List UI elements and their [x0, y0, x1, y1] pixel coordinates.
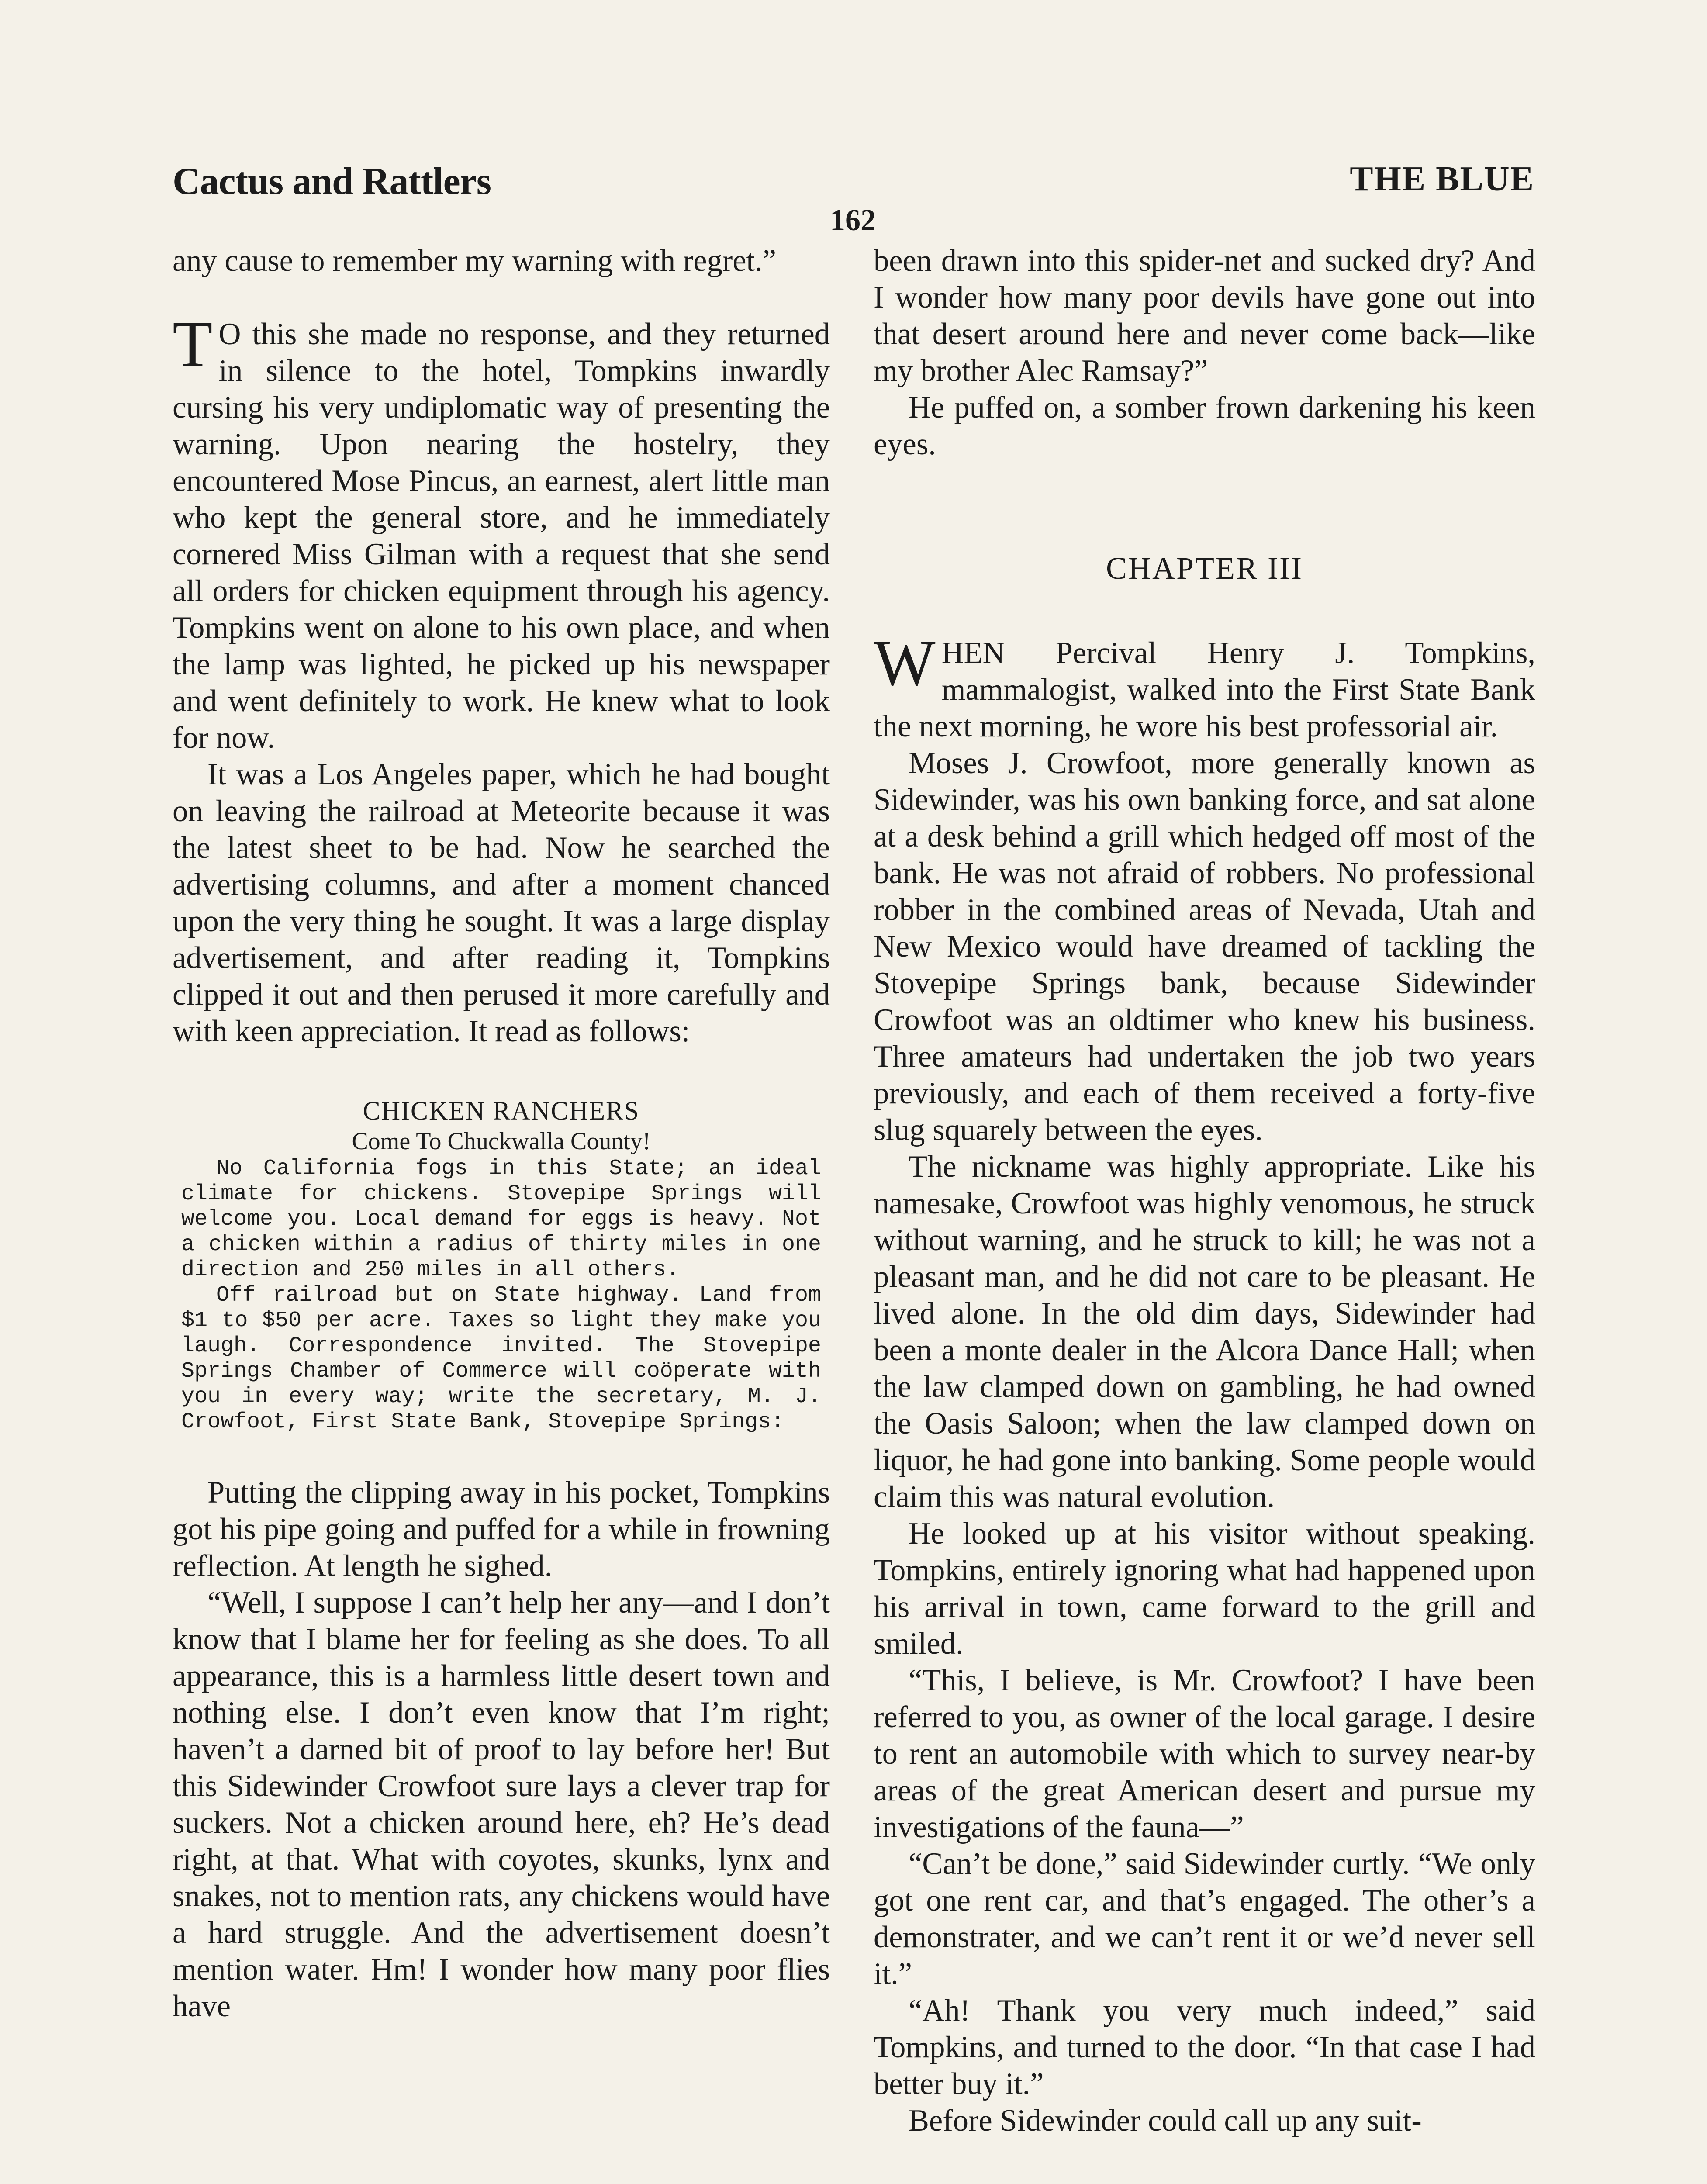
drop-cap: W [874, 627, 936, 699]
ad-title: CHICKEN RANCHERS [363, 1096, 640, 1125]
paragraph: He looked up at his visitor without speaking. Tompkins, entirely ignoring what had happened upon his arrival in town, came forward to the grill and smiled. [874, 1517, 1535, 1661]
right-column [874, 242, 1535, 2139]
paragraph: He puffed on, a somber frown darkening his keen eyes. [874, 390, 1535, 461]
chapter-heading: CHAPTER III [1106, 551, 1303, 586]
running-title-right: THE BLUE [1350, 160, 1534, 198]
paragraph: The nickname was highly appropriate. Like his namesake, Crowfoot was highly venomous, he struck without warning, and he struck to kill; he was not a pleasant man, and he did not care to be pleasant. He lived alone. In the old dim days, Sidewinder had been a monte dealer in the Alcora Dance Hall; when the law clamped down on gambling, he had owned the Oasis Saloon; when the law clamped down on liquor, he had gone into banking. Some people would claim this was natural evolution. [874, 1150, 1535, 1514]
paragraph: “Well, I suppose I can’t help her any—and I don’t know that I blame her for feeling as she does. To all appearance, this is a harmless little desert town and nothing else. I don’t even know that I’m right; haven’t a darned bit of proof to lay before her! But this Sidewinder Crowfoot sure lays a clever trap for suckers. Not a chicken around here, eh? He’s dead right, at that. What with coyotes, skunks, lynx and snakes, not to mention rats, any chickens would have a hard struggle. And the advertisement doesn’t mention water. Hm! I wonder how many poor flies have [173, 1586, 830, 2023]
paragraph: any cause to remember my warning with regret.” [173, 244, 777, 278]
running-title-left: Cactus and Rattlers [173, 160, 491, 203]
dropcap-paragraph [173, 308, 830, 756]
advertisement-clipping [173, 1098, 830, 1435]
paragraph: “Ah! Thank you very much indeed,” said Tompkins, and turned to the door. “In that case I had better buy it.” [874, 1994, 1535, 2101]
paragraph: “This, I believe, is Mr. Crowfoot? I have been referred to you, as owner of the local garage. I desire to rent an automobile with which to survey near-by areas of the great American desert and pursue my investigations of the fauna—” [874, 1663, 1535, 1844]
ad-body: Off railroad but on State highway. Land from $1 to $50 per acre. Taxes so light they make you laugh. Correspondence invited. The Stovepipe Springs Chamber of Commerce will coöperate with you in every way; write the secretary, M. J. Crowfoot, First State Bank, Stovepipe Springs: [181, 1283, 821, 1434]
left-column [173, 242, 830, 2025]
ad-body: No California fogs in this State; an ideal climate for chickens. Stovepipe Springs will welcome you. Local demand for eggs is heavy. Not a chicken within a radius of thirty miles in one direction and 250 miles in all others. [181, 1156, 821, 1282]
paragraph: Moses J. Crowfoot, more generally known as Sidewinder, was his own banking force, and sat alone at a desk behind a grill which hedged off most of the bank. He was not afraid of robbers. No professional robber in the combined areas of Nevada, Utah and New Mexico would have dreamed of tackling the Stovepipe Springs bank, because Sidewinder Crowfoot was an oldtimer who knew his business. Three amateurs had undertaken the job two years previously, and each of them received a forty-five slug squarely between the eyes. [874, 746, 1535, 1147]
paragraph: It was a Los Angeles paper, which he had bought on leaving the railroad at Meteorite because it was the latest sheet to be had. Now he searched the advertising columns, and after a moment chanced upon the very thing he sought. It was a large display advertisement, and after reading it, Tompkins clipped it out and then perused it more carefully and with keen appreciation. It read as follows: [173, 757, 830, 1048]
paragraph-text: O this she made no response, and they returned in silence to the hotel, Tompkins inwardly cursing his very undiplomatic way of presenting the warning. Upon nearing the hostelry, they encountered Mose Pincus, an earnest, alert little man who kept the general store, and he immediately cornered Miss Gilman with a request that she send all orders for chicken equipment through his agency. Tompkins went on alone to his own place, and when the lamp was lighted, he picked up his newspaper and went definitely to work. He knew what to look for now. [173, 317, 830, 755]
paragraph: been drawn into this spider-net and sucked dry? And I wonder how many poor devils have gone out into that desert around here and never come back—like my brother Alec Ramsay?” [874, 244, 1535, 388]
page-number: 162 [830, 204, 876, 237]
paragraph-text: HEN Percival Henry J. Tompkins, mammalogist, walked into the First State Bank the next morning, he wore his best professorial air. [874, 636, 1535, 743]
dropcap-paragraph [874, 627, 1535, 745]
paragraph: Putting the clipping away in his pocket, Tompkins got his pipe going and puffed for a while in frowning reflection. At length he sighed. [173, 1476, 830, 1583]
ad-subtitle: Come To Chuckwalla County! [352, 1128, 651, 1155]
drop-cap: T [173, 308, 213, 380]
paragraph: Before Sidewinder could call up any suit- [909, 2104, 1422, 2138]
paragraph: “Can’t be done,” said Sidewinder curtly. “We only got one rent car, and that’s engaged. The other’s a demonstrater, and we can’t rent it or we’d never sell it.” [874, 1847, 1535, 1991]
